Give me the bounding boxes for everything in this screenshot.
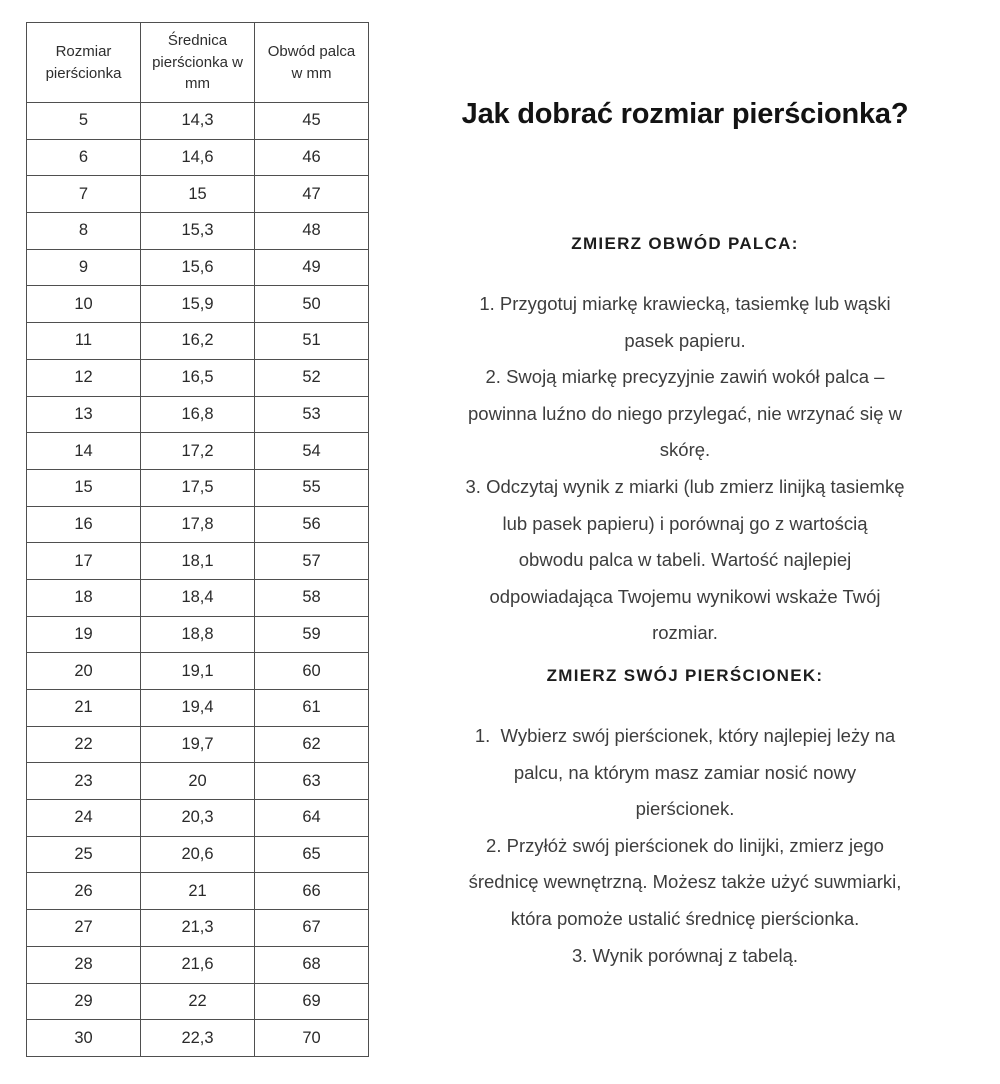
table-cell: 54 <box>255 433 369 470</box>
table-cell: 30 <box>27 1020 141 1057</box>
table-cell: 62 <box>255 726 369 763</box>
table-row <box>27 946 369 983</box>
table-cell: 20,6 <box>141 836 255 873</box>
table-cell: 68 <box>255 946 369 983</box>
table-cell: 51 <box>255 323 369 360</box>
table-header-row <box>27 23 369 103</box>
table-cell: 16,8 <box>141 396 255 433</box>
table-cell: 67 <box>255 910 369 947</box>
table-row <box>27 616 369 653</box>
table-cell: 16 <box>27 506 141 543</box>
table-cell: 17,5 <box>141 469 255 506</box>
table-cell: 20 <box>27 653 141 690</box>
table-cell: 15,9 <box>141 286 255 323</box>
table-cell: 47 <box>255 176 369 213</box>
table-row <box>27 836 369 873</box>
table-cell: 63 <box>255 763 369 800</box>
table-cell: 19,7 <box>141 726 255 763</box>
instruction-line: 2. Przyłóż swój pierścionek do linijki, zmierz jego <box>486 834 884 856</box>
table-cell: 27 <box>27 910 141 947</box>
table-cell: 15,6 <box>141 249 255 286</box>
table-row <box>27 249 369 286</box>
table-cell: 7 <box>27 176 141 213</box>
table-row <box>27 469 369 506</box>
table-cell: 66 <box>255 873 369 910</box>
table-cell: 57 <box>255 543 369 580</box>
table-cell: 26 <box>27 873 141 910</box>
table-cell: 14,3 <box>141 103 255 140</box>
instruction-line: średnicę wewnętrzną. Możesz także użyć suwmiarki, <box>468 871 902 893</box>
table-cell: 52 <box>255 359 369 396</box>
table-cell: 21,6 <box>141 946 255 983</box>
table-cell: 21 <box>141 873 255 910</box>
table-cell: 12 <box>27 359 141 396</box>
table-cell: 10 <box>27 286 141 323</box>
table-cell: 46 <box>255 139 369 176</box>
table-cell: 20,3 <box>141 800 255 837</box>
table-cell: 23 <box>27 763 141 800</box>
table-cell: 15,3 <box>141 213 255 250</box>
table-cell: 6 <box>27 139 141 176</box>
table-cell: 59 <box>255 616 369 653</box>
table-row <box>27 506 369 543</box>
table-cell: 60 <box>255 653 369 690</box>
table-cell: 45 <box>255 103 369 140</box>
table-cell: 56 <box>255 506 369 543</box>
table-row <box>27 323 369 360</box>
table-cell: 14 <box>27 433 141 470</box>
table-cell: 17,2 <box>141 433 255 470</box>
guide-content <box>388 0 982 1084</box>
instruction-line: rozmiar. <box>652 622 718 644</box>
instruction-line: 3. Odczytaj wynik z miarki (lub zmierz linijką tasiemkę <box>465 475 905 497</box>
table-cell: 25 <box>27 836 141 873</box>
table-row <box>27 690 369 727</box>
table-row <box>27 543 369 580</box>
table-cell: 13 <box>27 396 141 433</box>
instruction-line: pierścionek. <box>635 798 735 820</box>
table-cell: 48 <box>255 213 369 250</box>
table-cell: 28 <box>27 946 141 983</box>
table-row <box>27 396 369 433</box>
table-row <box>27 579 369 616</box>
table-cell: 22 <box>27 726 141 763</box>
instruction-line: pasek papieru. <box>624 329 746 351</box>
instruction-line: palcu, na którym masz zamiar nosić nowy <box>513 761 857 783</box>
ring-size-table <box>26 22 369 1057</box>
table-header-cell: Obwód palca w mm <box>255 23 369 103</box>
table-header-cell: Średnica pierścionka w mm <box>141 23 255 103</box>
instruction-line: powinna luźno do niego przylegać, nie wrzynać się w <box>468 402 902 424</box>
table-row <box>27 359 369 396</box>
table-header <box>27 23 369 103</box>
table-cell: 49 <box>255 249 369 286</box>
table-cell: 17,8 <box>141 506 255 543</box>
table-cell: 20 <box>141 763 255 800</box>
instruction-line: skórę. <box>659 439 711 461</box>
instructions-measure-finger <box>388 286 982 652</box>
instruction-line: 2. Swoją miarkę precyzyjnie zawiń wokół palca – <box>485 366 885 388</box>
table-cell: 18,8 <box>141 616 255 653</box>
table-cell: 70 <box>255 1020 369 1057</box>
table-cell: 18 <box>27 579 141 616</box>
table-cell: 11 <box>27 323 141 360</box>
table-cell: 5 <box>27 103 141 140</box>
table-row <box>27 726 369 763</box>
table-cell: 58 <box>255 579 369 616</box>
table-row <box>27 213 369 250</box>
instruction-line: która pomoże ustalić średnicę pierścionka. <box>510 907 860 929</box>
table-cell: 29 <box>27 983 141 1020</box>
section-heading-measure-ring: ZMIERZ SWÓJ PIERŚCIONEK: <box>546 666 824 685</box>
table-cell: 50 <box>255 286 369 323</box>
table-row <box>27 653 369 690</box>
table-row <box>27 800 369 837</box>
table-cell: 17 <box>27 543 141 580</box>
table-cell: 69 <box>255 983 369 1020</box>
instruction-line: 3. Wynik porównaj z tabelą. <box>571 944 799 966</box>
table-cell: 55 <box>255 469 369 506</box>
table-body <box>27 103 369 1057</box>
page-title: Jak dobrać rozmiar pierścionka? <box>461 98 909 130</box>
table-cell: 18,1 <box>141 543 255 580</box>
table-cell: 14,6 <box>141 139 255 176</box>
table-cell: 16,5 <box>141 359 255 396</box>
table-cell: 19,1 <box>141 653 255 690</box>
table-cell: 21,3 <box>141 910 255 947</box>
table-row <box>27 873 369 910</box>
table-cell: 9 <box>27 249 141 286</box>
table-cell: 53 <box>255 396 369 433</box>
table-row <box>27 910 369 947</box>
table-row <box>27 103 369 140</box>
table-header-cell: Rozmiar pierścionka <box>27 23 141 103</box>
instruction-line: odpowiadająca Twojemu wynikowi wskaże Twój <box>489 585 881 607</box>
table-cell: 22,3 <box>141 1020 255 1057</box>
table-cell: 15 <box>27 469 141 506</box>
section-heading-measure-finger: ZMIERZ OBWÓD PALCA: <box>571 234 799 253</box>
table-row <box>27 139 369 176</box>
table-cell: 61 <box>255 690 369 727</box>
table-cell: 65 <box>255 836 369 873</box>
table-cell: 16,2 <box>141 323 255 360</box>
table-row <box>27 763 369 800</box>
table-cell: 19,4 <box>141 690 255 727</box>
table-cell: 21 <box>27 690 141 727</box>
table-row <box>27 1020 369 1057</box>
instruction-line: 1. Wybierz swój pierścionek, który najlepiej leży na <box>474 725 896 746</box>
instruction-line: lub pasek papieru) i porównaj go z wartością <box>502 512 868 534</box>
table-cell: 15 <box>141 176 255 213</box>
table-cell: 24 <box>27 800 141 837</box>
table-cell: 22 <box>141 983 255 1020</box>
instruction-line: 1. Przygotuj miarkę krawiecką, tasiemkę lub wąski <box>479 293 891 314</box>
instructions-measure-ring <box>388 718 982 974</box>
table-cell: 8 <box>27 213 141 250</box>
table-row <box>27 983 369 1020</box>
table-row <box>27 176 369 213</box>
table-cell: 64 <box>255 800 369 837</box>
table-cell: 18,4 <box>141 579 255 616</box>
table-row <box>27 286 369 323</box>
table-cell: 19 <box>27 616 141 653</box>
table-row <box>27 433 369 470</box>
instruction-line: obwodu palca w tabeli. Wartość najlepiej <box>518 549 852 571</box>
